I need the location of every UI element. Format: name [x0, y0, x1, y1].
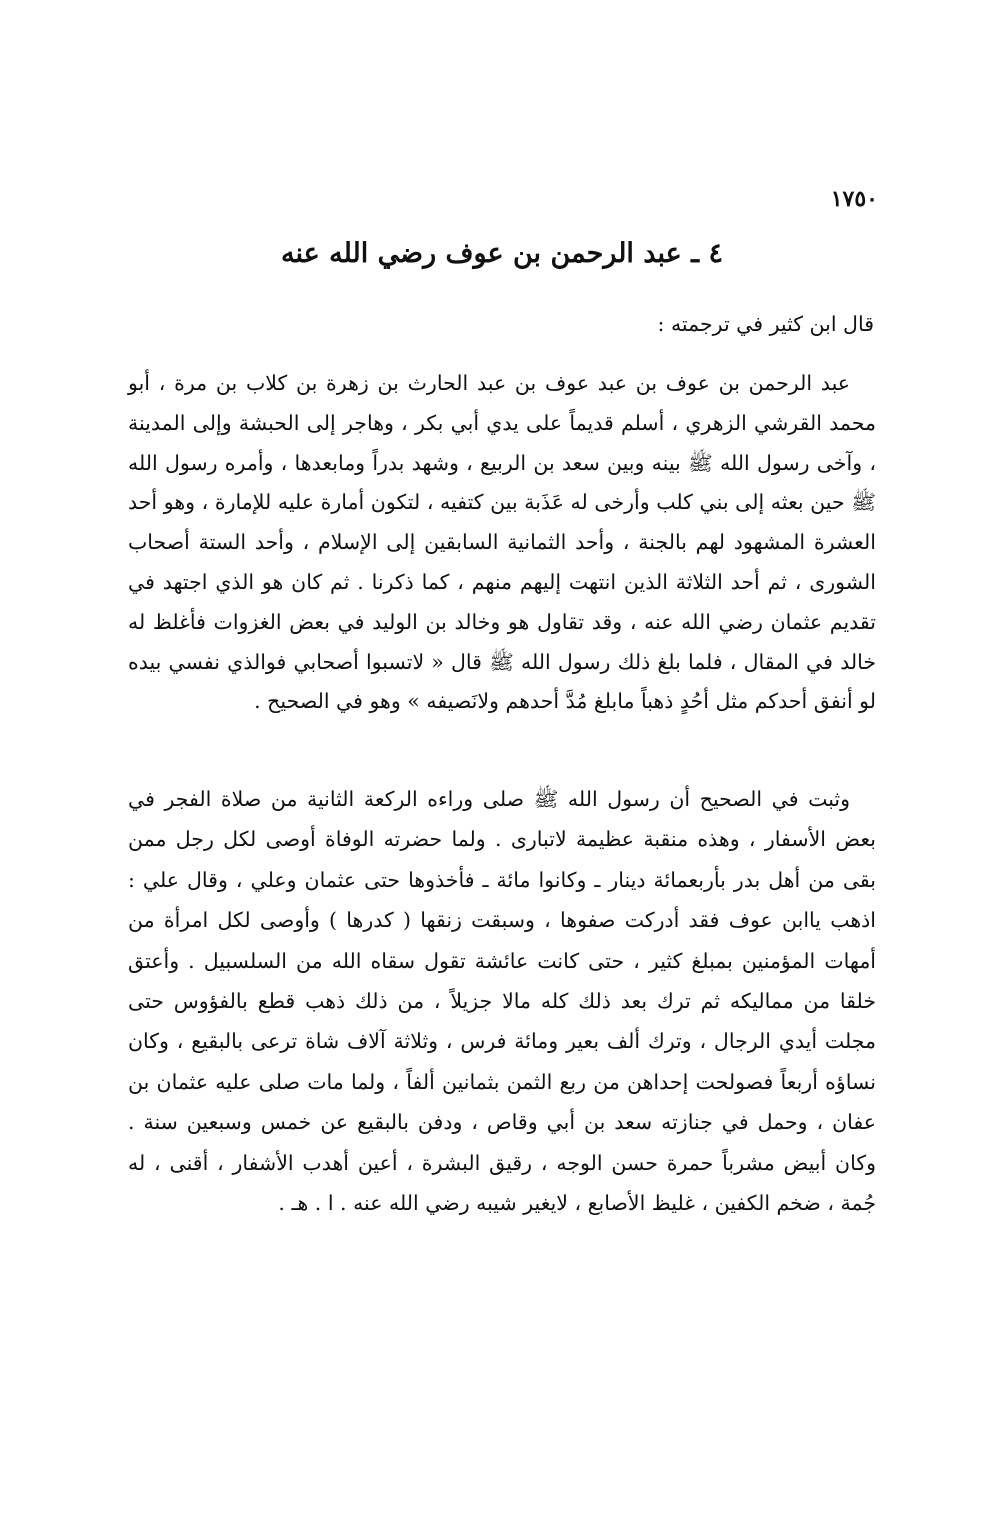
- intro-line: قال ابن كثير في ترجمته :: [657, 312, 874, 336]
- body-paragraph: عبد الرحمن بن عوف بن عبد عوف بن عبد الحارث بن زهرة بن كلاب بن مرة ، أبو محمد القرشي الزهري ، أسلم قديماً على يدي أبي بكر ، وهاجر إلى الحبشة وإلى المدينة ، وآخى رسول الله ﷺ بينه وبين سعد بن الربيع ، وشهد بدراً ومابعدها ، وأمره رسول الله ﷺ حين بعثه إلى بني كلب وأرخى له عَذَبة بين كتفيه ، لتكون أمارة عليه للإمارة ، وهو أحد العشرة المشهود لهم بالجنة ، وأحد الثمانية السابقين إلى الإسلام ، وأحد الستة أصحاب الشورى ، ثم أحد الثلاثة الذين انتهت إليهم منهم ، كما ذكرنا . ثم كان هو الذي اجتهد في تقديم عثمان رضي الله عنه ، وقد تقاول هو وخالد بن الوليد في بعض الغزوات فأغلظ له خالد في المقال ، فلما بلغ ذلك رسول الله ﷺ قال « لاتسبوا أصحابي فوالذي نفسي بيده لو أنفق أحدكم مثل أحُدٍ ذهباً مابلغ مُدَّ أحدهم ولانَصيفه » وهو في الصحيح .: [128, 371, 876, 714]
- chapter-title: ٤ ـ عبد الرحمن بن عوف رضي الله عنه: [281, 238, 723, 269]
- body-paragraph: وثبت في الصحيح أن رسول الله ﷺ صلى وراءه الركعة الثانية من صلاة الفجر في بعض الأسفار ، وهذه منقبة عظيمة لاتبارى . ولما حضرته الوفاة أوصى لكل رجل ممن بقى من أهل بدر بأربعمائة دينار ـ وكانوا مائة ـ فأخذوها حتى عثمان وعلي ، وقال علي : اذهب ياابن عوف فقد أدركت صفوها ، وسبقت زنقها ( كدرها ) وأوصى لكل امرأة من أمهات المؤمنين بمبلغ كثير ، حتى كانت عائشة تقول سقاه الله من السلسبيل . وأعتق خلقا من مماليكه ثم ترك بعد ذلك كله مالا جزيلاً ، من ذلك ذهب قطع بالفؤوس حتى مجلت أيدي الرجال ، وترك ألف بعير ومائة فرس ، وثلاثة آلاف شاة ترعى بالبقيع ، وكان نساؤه أربعاً فصولحت إحداهن من ربع الثمن بثمانين ألفاً ، ولما مات صلى عليه عثمان بن عفان ، وحمل في جنازته سعد بن أبي وقاص ، ودفن بالبقيع عن خمس وسبعين سنة . وكان أبيض مشرباً حمرة حسن الوجه ، رقيق البشرة ، أعين أهدب الأشفار ، أقنى ، له جُمة ، ضخم الكفين ، غليظ الأصابع ، لايغير شيبه رضي الله عنه . ا . هـ .: [128, 787, 876, 1216]
- page-number: ١٧٥٠: [830, 186, 878, 212]
